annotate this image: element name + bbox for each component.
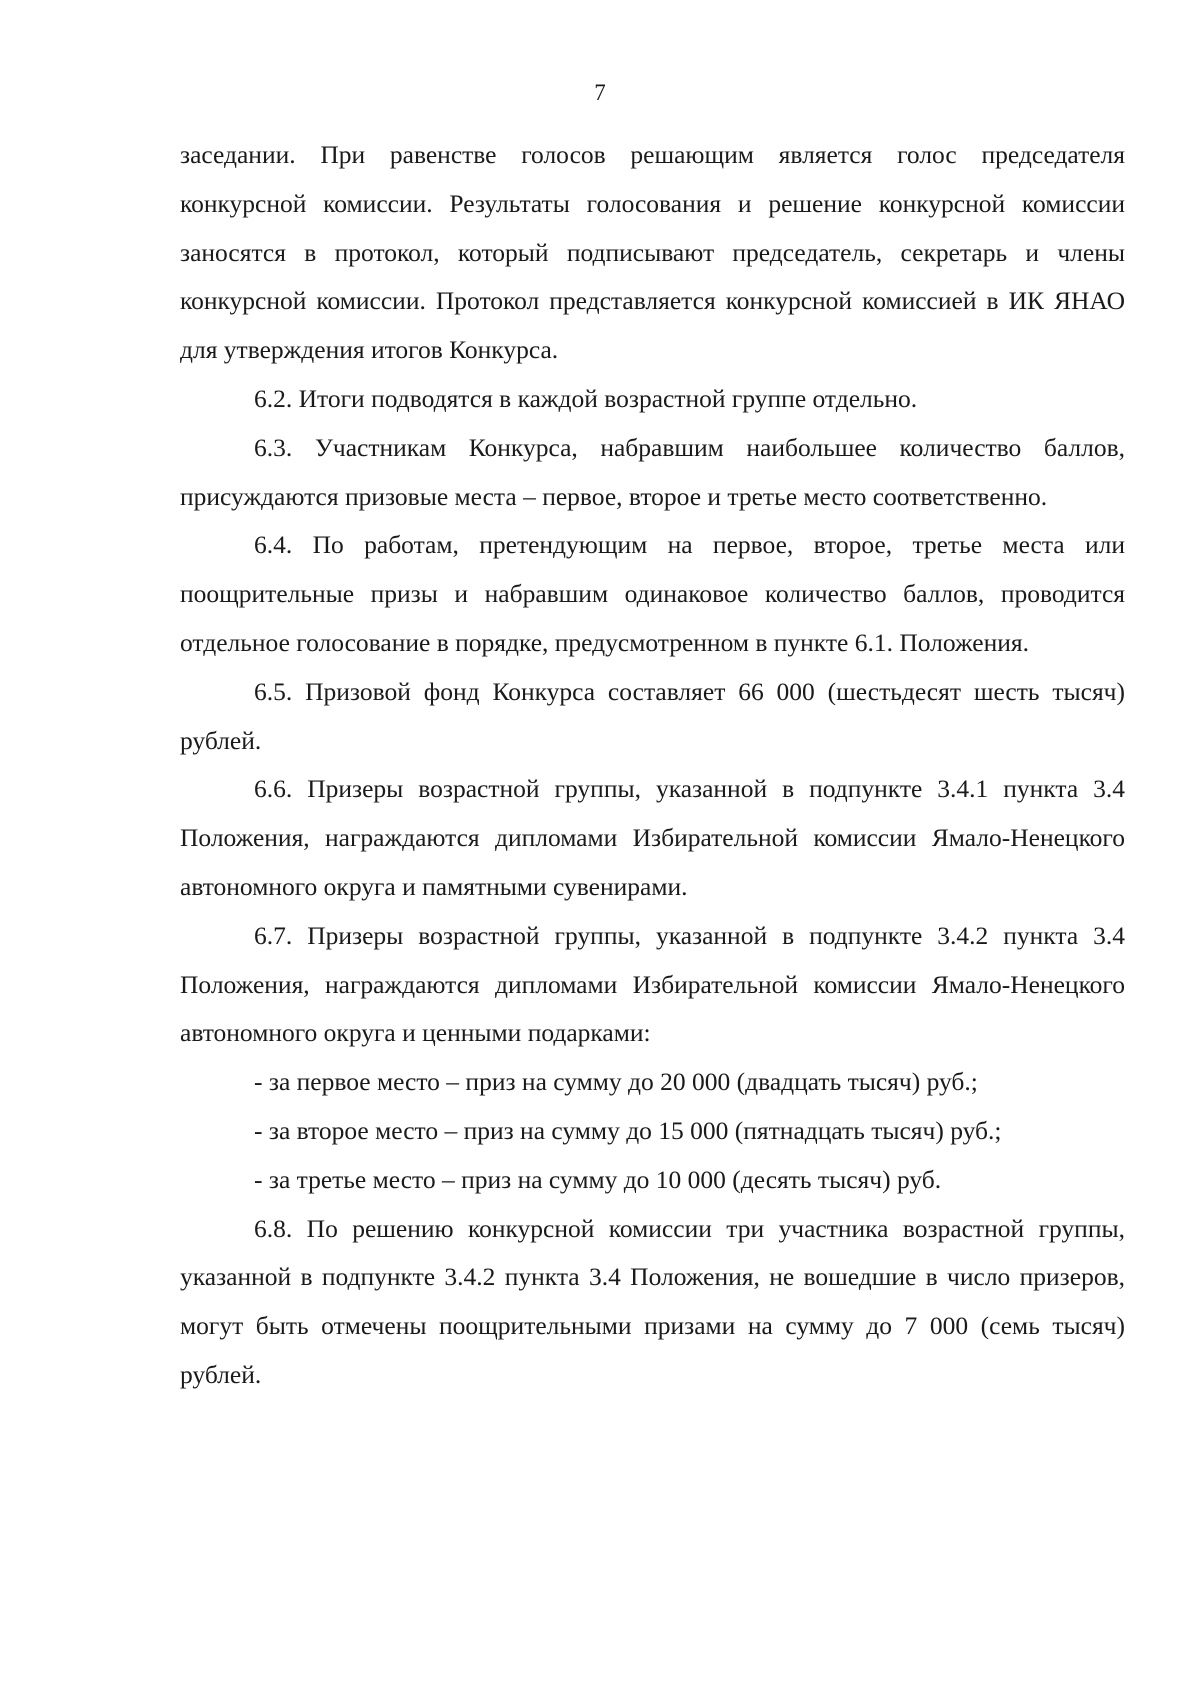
paragraph-6-2: 6.2. Итоги подводятся в каждой возрастной группе отдельно. bbox=[254, 383, 918, 413]
prize-list-item-second: - за второе место – приз на сумму до 15 000 (пятнадцать тысяч) руб.; bbox=[254, 1115, 1002, 1145]
paragraph-6-8: 6.8. По решению конкурсной комиссии три участника возрастной группы, указанной в подпункте 3.4.2 пункта 3.4 Положения, не вошедшие в число призеров, могут быть отмечены поощрительными призами на сумму до 7 000 (семь тысяч) рублей. bbox=[180, 1213, 1125, 1389]
paragraph-6-7: 6.7. Призеры возрастной группы, указанной в подпункте 3.4.2 пункта 3.4 Положения, награждаются дипломами Избирательной комиссии Ямало-Ненецкого автономного округа и ценными подарками: bbox=[180, 920, 1125, 1048]
paragraph-6-1-continuation: заседании. При равенстве голосов решающим является голос председателя конкурсной комиссии. Результаты голосования и решение конкурсной комиссии заносятся в протокол, который подписывают председатель, секретарь и члены конкурсной комиссии. Протокол представляется конкурсной комиссией в ИК ЯНАО для утверждения итогов Конкурса. bbox=[180, 140, 1125, 365]
paragraph-6-6: 6.6. Призеры возрастной группы, указанной в подпункте 3.4.1 пункта 3.4 Положения, награждаются дипломами Избирательной комиссии Ямало-Ненецкого автономного округа и памятными сувенирами. bbox=[180, 774, 1125, 901]
paragraph-6-4: 6.4. По работам, претендующим на первое, второе, третье места или поощрительные призы и набравшим одинаковое количество баллов, проводится отдельное голосование в порядке, предусмотренном в пункте 6.1. Положения. bbox=[180, 530, 1125, 657]
prize-list-item-first: - за первое место – приз на сумму до 20 000 (двадцать тысяч) руб.; bbox=[254, 1067, 978, 1097]
document-body bbox=[180, 131, 1125, 1400]
prize-list-item-third: - за третье место – приз на сумму до 10 000 (десять тысяч) руб. bbox=[254, 1164, 942, 1194]
paragraph-6-3: 6.3. Участникам Конкурса, набравшим наибольшее количество баллов, присуждаются призовые места – первое, второе и третье место соответственно. bbox=[180, 432, 1125, 511]
paragraph-6-5: 6.5. Призовой фонд Конкурса составляет 66 000 (шестьдесят шесть тысяч) рублей. bbox=[180, 676, 1125, 755]
page-number: 7 bbox=[594, 80, 606, 105]
